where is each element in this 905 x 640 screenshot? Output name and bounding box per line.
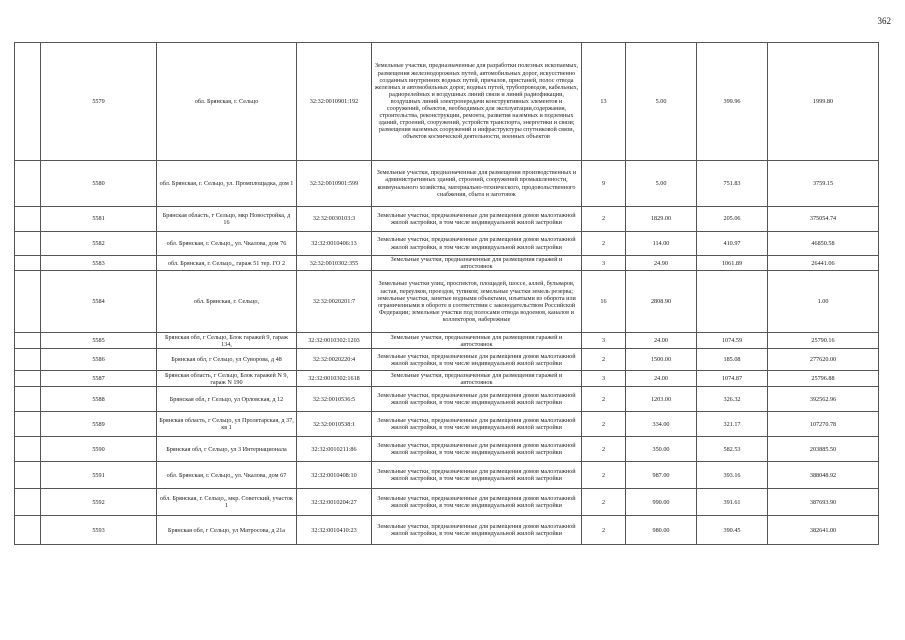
cadastral-number-cell: 32:32:0010302:355 [297, 256, 372, 271]
row-number-cell: 5585 [41, 333, 157, 349]
row-number-cell: 5580 [41, 161, 157, 207]
table-row [15, 271, 879, 333]
group-number-cell: 2 [582, 437, 626, 462]
group-number-cell: 9 [582, 161, 626, 207]
row-number-cell: 5586 [41, 349, 157, 371]
area-cell: 5.00 [626, 161, 697, 207]
row-gutter-cell [15, 232, 41, 256]
group-number-cell: 2 [582, 387, 626, 412]
cadastral-value-cell: 26441.06 [768, 256, 879, 271]
cadastral-value-cell: 392562.96 [768, 387, 879, 412]
table-row [15, 256, 879, 271]
address-cell: обл. Брянская, г. Сельцо,, гараж 51 тер. ГО 2 [157, 256, 297, 271]
cadastral-number-cell: 32:32:0010211:86 [297, 437, 372, 462]
row-gutter-cell [15, 207, 41, 232]
land-use-purpose-cell: Земельные участки, предназначенные для размещения домов малоэтажной жилой застройки, в том числе индивидуальной жилой застройки [372, 462, 582, 489]
row-gutter-cell [15, 516, 41, 545]
land-use-purpose-cell: Земельные участки, предназначенные для размещения гаражей и автостоянок [372, 371, 582, 387]
address-cell: Брянская обл, г Сельцо, ул 3 Интернационала [157, 437, 297, 462]
page-number: 362 [877, 16, 891, 26]
table-row [15, 437, 879, 462]
cadastral-value-cell: 203885.50 [768, 437, 879, 462]
row-gutter-cell [15, 371, 41, 387]
address-cell: обл. Брянская, г. Сельцо, ул. Промплощадка, дом 1 [157, 161, 297, 207]
land-use-purpose-cell: Земельные участки, предназначенные для размещения гаражей и автостоянок [372, 333, 582, 349]
area-cell: 334.00 [626, 412, 697, 437]
area-cell: 114.00 [626, 232, 697, 256]
row-number-cell: 5589 [41, 412, 157, 437]
specific-value-cell: 1074.59 [697, 333, 768, 349]
table-row [15, 489, 879, 516]
table-row [15, 207, 879, 232]
group-number-cell: 2 [582, 207, 626, 232]
land-use-purpose-cell: Земельные участки, предназначенные для размещения домов малоэтажной жилой застройки, в том числе индивидуальной жилой застройки [372, 349, 582, 371]
row-gutter-cell [15, 437, 41, 462]
row-gutter-cell [15, 412, 41, 437]
land-use-purpose-cell: Земельные участки, предназначенные для размещения домов малоэтажной жилой застройки, в том числе индивидуальной жилой застройки [372, 207, 582, 232]
group-number-cell: 2 [582, 412, 626, 437]
land-use-purpose-cell: Земельные участки, предназначенные для размещения гаражей и автостоянок [372, 256, 582, 271]
area-cell: 24.00 [626, 371, 697, 387]
address-cell: обл. Брянская, г. Сельцо,, ул. Чкалова, дом 67 [157, 462, 297, 489]
land-use-purpose-cell: Земельные участки, предназначенные для размещения домов малоэтажной жилой застройки, в том числе индивидуальной жилой застройки [372, 437, 582, 462]
row-number-cell: 5579 [41, 43, 157, 161]
cadastral-number-cell: 32:32:0010538:1 [297, 412, 372, 437]
area-cell: 990.00 [626, 489, 697, 516]
specific-value-cell: 390.45 [697, 516, 768, 545]
group-number-cell: 3 [582, 256, 626, 271]
row-gutter-cell [15, 333, 41, 349]
row-number-cell: 5582 [41, 232, 157, 256]
area-cell: 987.00 [626, 462, 697, 489]
row-gutter-cell [15, 161, 41, 207]
specific-value-cell: 1074.87 [697, 371, 768, 387]
specific-value-cell: 1061.89 [697, 256, 768, 271]
address-cell: Брянская область, г Сельцо, мкр Новостройка, д 16 [157, 207, 297, 232]
group-number-cell: 2 [582, 489, 626, 516]
row-number-cell: 5581 [41, 207, 157, 232]
specific-value-cell: 391.61 [697, 489, 768, 516]
group-number-cell: 3 [582, 371, 626, 387]
cadastral-number-cell: 32:32:0010406:13 [297, 232, 372, 256]
specific-value-cell: 185.08 [697, 349, 768, 371]
cadastral-number-cell: 32:32:0010408:10 [297, 462, 372, 489]
address-cell: Брянская обл, г Сельцо, Блок гаражей 9, гараж 134, [157, 333, 297, 349]
cadastral-value-cell: 1999.80 [768, 43, 879, 161]
cadastral-value-cell: 375054.74 [768, 207, 879, 232]
table-row [15, 412, 879, 437]
land-plot-table [14, 42, 879, 545]
specific-value-cell: 399.96 [697, 43, 768, 161]
cadastral-value-cell: 388048.92 [768, 462, 879, 489]
row-gutter-cell [15, 387, 41, 412]
cadastral-value-cell: 382641.00 [768, 516, 879, 545]
row-number-cell: 5590 [41, 437, 157, 462]
area-cell: 1203.00 [626, 387, 697, 412]
cadastral-value-cell: 1.00 [768, 271, 879, 333]
cadastral-value-cell: 3759.15 [768, 161, 879, 207]
row-number-cell: 5583 [41, 256, 157, 271]
row-gutter-cell [15, 489, 41, 516]
land-use-purpose-cell: Земельные участки, предназначенные для разработки полезных ископаемых, размещения железнодорожных путей, автомобильных дорог, искусственно созданных внутренних водных путей, причалов, пристаней, полос отвода железных и автомобильных дорог, водных путей, трубопроводов, кабельных, радиорелейных и воздушных линий связи и линий радиофикации, воздушных линий электропередачи конструктивных элементов и сооружений, объектов, необходимых для эксплуатации,содержания, строительства, реконструкции, ремонта, развития наземных и подземных зданий, строений, сооружений, устройств транспорта, энергетики и связи; размещения наземных сооружений и инфраструктуры спутниковой связи, объектов космической деятельности, военных объектов [372, 43, 582, 161]
row-number-cell: 5584 [41, 271, 157, 333]
row-number-cell: 5587 [41, 371, 157, 387]
group-number-cell: 2 [582, 232, 626, 256]
specific-value-cell: 321.17 [697, 412, 768, 437]
cadastral-number-cell: 32:32:0010204:27 [297, 489, 372, 516]
row-number-cell: 5588 [41, 387, 157, 412]
area-cell: 350.00 [626, 437, 697, 462]
land-use-purpose-cell: Земельные участки, предназначенные для размещения домов малоэтажной жилой застройки, в том числе индивидуальной жилой застройки [372, 387, 582, 412]
area-cell: 5.00 [626, 43, 697, 161]
specific-value-cell: 751.83 [697, 161, 768, 207]
land-use-purpose-cell: Земельные участки, предназначенные для размещения домов малоэтажной жилой застройки, в том числе индивидуальной жилой застройки [372, 232, 582, 256]
area-cell: 24.00 [626, 333, 697, 349]
cadastral-number-cell: 32:32:0010302:1618 [297, 371, 372, 387]
specific-value-cell: 582.53 [697, 437, 768, 462]
row-number-cell: 5592 [41, 489, 157, 516]
specific-value-cell: 205.06 [697, 207, 768, 232]
cadastral-number-cell: 32:32:0010901:599 [297, 161, 372, 207]
cadastral-number-cell: 32:32:0010302:1203 [297, 333, 372, 349]
cadastral-value-cell: 107270.78 [768, 412, 879, 437]
table-row [15, 462, 879, 489]
address-cell: Брянская обл, г Сельцо, ул Орловская, д 12 [157, 387, 297, 412]
land-use-purpose-cell: Земельные участки улиц, проспектов, площадей, шоссе, аллей, бульваров, застав, переулков, проездов, тупиков; земельные участки земель резерва; земельные участки, занятые водными объектами, изъятыми из оборота или ограниченными в обороте в соответствии с законодательством Российской Федерации; земельные участки под полосами отвода водоемов, каналов и коллекторов, набережные [372, 271, 582, 333]
cadastral-number-cell: 32:32:0030103:3 [297, 207, 372, 232]
land-use-purpose-cell: Земельные участки, предназначенные для размещения домов малоэтажной жилой застройки, в том числе индивидуальной жилой застройки [372, 489, 582, 516]
area-cell: 24.90 [626, 256, 697, 271]
cadastral-number-cell: 32:32:0010410:23 [297, 516, 372, 545]
row-gutter-cell [15, 271, 41, 333]
address-cell: обл. Брянская, г. Сельцо [157, 43, 297, 161]
cadastral-number-cell: 32:32:0020201:7 [297, 271, 372, 333]
table-body [15, 43, 879, 545]
row-number-cell: 5593 [41, 516, 157, 545]
area-cell: 2808.90 [626, 271, 697, 333]
specific-value-cell: 326.32 [697, 387, 768, 412]
address-cell: обл. Брянская, г. Сельцо,, ул. Чкалова, дом 76 [157, 232, 297, 256]
land-use-purpose-cell: Земельные участки, предназначенные для размещения домов малоэтажной жилой застройки, в том числе индивидуальной жилой застройки [372, 412, 582, 437]
table-row [15, 43, 879, 161]
specific-value-cell: 393.16 [697, 462, 768, 489]
table-row [15, 516, 879, 545]
group-number-cell: 2 [582, 516, 626, 545]
group-number-cell: 2 [582, 349, 626, 371]
address-cell: обл. Брянская, г. Сельцо,, мкр. Советский, участок 1 [157, 489, 297, 516]
row-gutter-cell [15, 43, 41, 161]
land-use-purpose-cell: Земельные участки, предназначенные для размещения домов малоэтажной жилой застройки, в том числе индивидуальной жилой застройки [372, 516, 582, 545]
specific-value-cell: 410.97 [697, 232, 768, 256]
row-number-cell: 5591 [41, 462, 157, 489]
area-cell: 980.00 [626, 516, 697, 545]
group-number-cell: 3 [582, 333, 626, 349]
cadastral-value-cell: 25790.16 [768, 333, 879, 349]
address-cell: Брянская обл, г Сельцо, ул Матросова, д 21а [157, 516, 297, 545]
address-cell: Брянская область, г Сельцо, ул Пролетарская, д 37, кв 1 [157, 412, 297, 437]
address-cell: обл. Брянская, г. Сельцо, [157, 271, 297, 333]
area-cell: 1500.00 [626, 349, 697, 371]
cadastral-number-cell: 32:32:0020220:4 [297, 349, 372, 371]
table-row [15, 333, 879, 349]
table-row [15, 371, 879, 387]
cadastral-value-cell: 46850.58 [768, 232, 879, 256]
cadastral-number-cell: 32:32:0010536:5 [297, 387, 372, 412]
cadastral-value-cell: 277620.00 [768, 349, 879, 371]
cadastral-value-cell: 387693.90 [768, 489, 879, 516]
row-gutter-cell [15, 256, 41, 271]
group-number-cell: 16 [582, 271, 626, 333]
land-use-purpose-cell: Земельные участки, предназначенные для размещения производственных и административных зданий, строений, сооружений промышленности, коммунального хозяйства, материально-технического, продовольственного снабжения, сбыта и заготовок [372, 161, 582, 207]
address-cell: Брянская область, г Сельцо, Блок гаражей N 9, гараж N 190 [157, 371, 297, 387]
specific-value-cell [697, 271, 768, 333]
group-number-cell: 13 [582, 43, 626, 161]
cadastral-value-cell: 25796.88 [768, 371, 879, 387]
table-row [15, 349, 879, 371]
row-gutter-cell [15, 462, 41, 489]
group-number-cell: 2 [582, 462, 626, 489]
area-cell: 1829.00 [626, 207, 697, 232]
address-cell: Брянская обл, г Сельцо, ул Суворова, д 48 [157, 349, 297, 371]
row-gutter-cell [15, 349, 41, 371]
table-row [15, 387, 879, 412]
table-row [15, 232, 879, 256]
table-row [15, 161, 879, 207]
cadastral-number-cell: 32:32:0010901:192 [297, 43, 372, 161]
